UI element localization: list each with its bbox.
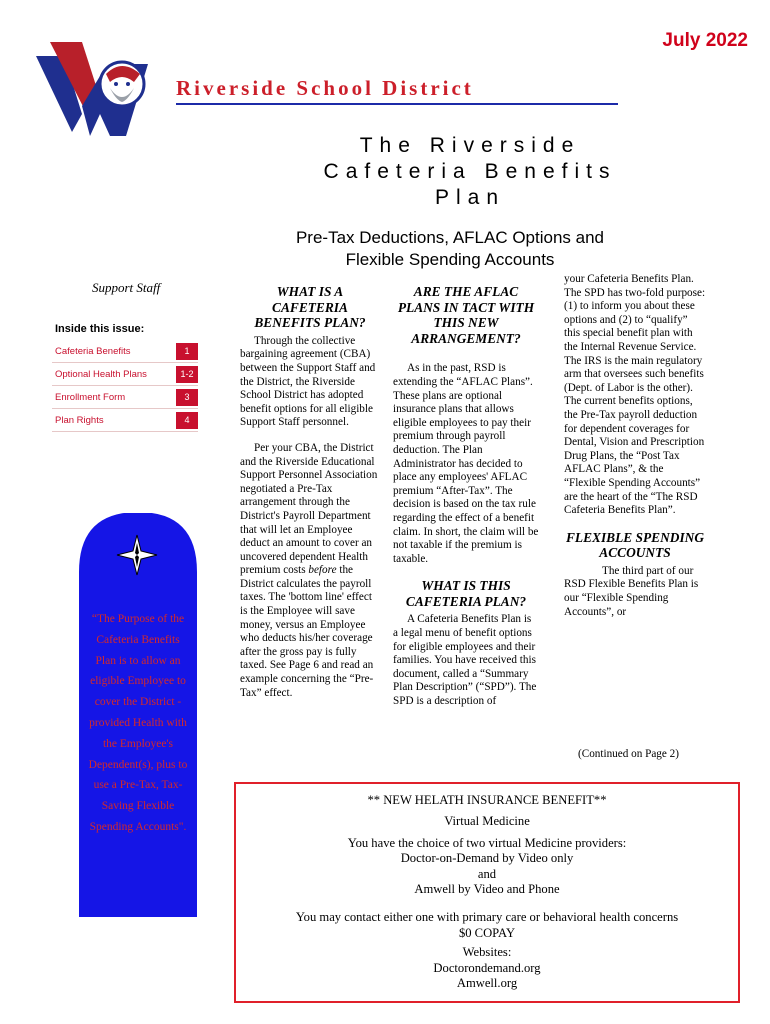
toc-item-label: Cafeteria Benefits — [55, 345, 131, 357]
notice-line: Virtual Medicine — [444, 814, 530, 829]
audience-label: Support Staff — [92, 280, 161, 295]
heading-flexible-spending: FLEXIBLE SPENDING ACCOUNTS — [565, 529, 705, 561]
text-run: Per your CBA, the District and the Riverside Educational Support Personnel Association negotiated a Pre-Tax arrangement through the District's Payroll Department that will let an Employee deduct an amount to cover an uncovered dependent Health premium costs — [240, 441, 378, 577]
notice-line: You have the choice of two virtual Medicine providers: — [347, 835, 627, 850]
emphasis: before — [308, 564, 337, 577]
toc-item[interactable] — [52, 363, 198, 386]
newsletter-subtitle — [250, 227, 650, 271]
toc-item-label: Plan Rights — [55, 414, 104, 426]
toc-item[interactable] — [52, 386, 198, 409]
paragraph: The third part of our RSD Flexible Benefits Plan is our “Flexible Spending Accounts”, or — [564, 564, 699, 618]
article-column-2 — [393, 284, 539, 721]
heading-aflac-plans: ARE THE AFLAC PLANS IN TACT WITH THIS NEW ARRANGEMENT? — [397, 284, 535, 346]
issue-date: July 2022 — [662, 30, 748, 51]
district-logo — [30, 36, 158, 148]
toc-item-label: Optional Health Plans — [55, 368, 147, 380]
toc-item-page: 1 — [176, 343, 198, 360]
website-link[interactable]: Doctorondemand.org — [433, 960, 541, 975]
website-link[interactable]: Amwell.org — [456, 976, 518, 991]
subtitle-line-1: Pre-Tax Deductions, AFLAC Options and — [295, 228, 605, 247]
toc-item-label: Enrollment Form — [55, 391, 126, 403]
subtitle-line-2: Flexible Spending Accounts — [345, 250, 555, 269]
notice-line: and — [477, 866, 497, 881]
paragraph — [240, 442, 380, 700]
district-rule — [176, 103, 618, 105]
purpose-quote-box — [79, 513, 197, 917]
text-run: the District calculates the payroll taxes. The 'bottom line' effect is the Employee will save money, versus an Employee who deducts his/her coverage after the gross pay is fully taxed. See Page 6 and read an example concerning the “Pre-Tax” effect. — [240, 564, 374, 699]
continued-note: (Continued on Page 2) — [578, 748, 679, 760]
toc-item[interactable] — [52, 409, 198, 432]
notice-line: You may contact either one with primary care or behavioral health concerns — [295, 910, 679, 925]
table-of-contents — [52, 340, 198, 432]
toc-item[interactable] — [52, 340, 198, 363]
newsletter-title — [250, 133, 690, 211]
toc-item-page: 1-2 — [176, 366, 198, 383]
paragraph: As in the past, RSD is extending the “AFLAC Plans”. These plans are optional insurance plans that allows eligible employees to pay their premium through payroll deduction. The Plan Administrator has decided to place any employees' AFLAC premium “After-Tax”. The decision is based on the tax rule regarding the effect of a benefit claim. In short, the claim will be not taxable if the premium is taxable. — [393, 362, 539, 565]
purpose-quote: “The Purpose of the Cafeteria Benefits Plan is to allow an eligible Employee to cover the District -provided Health with the Employee's Dependent(s), plus to use a Pre-Tax, Tax-Saving Flexible Spending Accounts". — [88, 613, 188, 833]
title-line-2: Cafeteria Benefits — [323, 160, 617, 183]
toc-item-page: 3 — [176, 389, 198, 406]
district-name: Riverside School District — [176, 76, 474, 100]
article-column-1 — [240, 284, 380, 712]
notice-copay: $0 COPAY — [458, 925, 516, 940]
notice-line: Websites: — [462, 945, 512, 960]
heading-what-is-this-plan: WHAT IS THIS CAFETERIA PLAN? — [405, 578, 527, 609]
heading-what-is-cafeteria-plan: WHAT IS A CAFETERIA BENEFITS PLAN? — [254, 284, 366, 331]
toc-item-page: 4 — [176, 412, 198, 429]
title-line-1: The Riverside — [359, 134, 581, 157]
paragraph: A Cafeteria Benefits Plan is a legal menu of benefit options for eligible employees and their families. You have received this document, called a “Summary Plan Description” (“SPD”). The SPD is a description of — [393, 613, 537, 708]
paragraph: your Cafeteria Benefits Plan. The SPD has two-fold purpose: (1) to inform you about these options and (2) to “qualify” this special benefit plan with the Internal Revenue Service. The IRS is the main regulatory arm that oversees such benefits (Dept. of Labor is the other). The current benefits options, the Pre-Tax payroll deduction for dependent coverages for Dental, Vision and Prescription Drug Plans, the “Post Tax AFLAC Plans”, & the “Flexible Spending Accounts” are the heart of the “The RSD Cafeteria Benefits Plan”. — [564, 273, 706, 517]
notice-heading: ** NEW HELATH INSURANCE BENEFIT** — [367, 793, 607, 807]
article-column-3 — [564, 273, 706, 631]
notice-line: Amwell by Video and Phone — [414, 882, 560, 897]
title-line-3: Plan — [434, 186, 506, 209]
health-benefit-notice — [234, 782, 740, 1003]
notice-line: Doctor-on-Demand by Video only — [400, 851, 574, 866]
compass-star-icon — [115, 533, 159, 577]
toc-heading: Inside this issue: — [55, 323, 145, 335]
paragraph: Through the collective bargaining agreement (CBA) between the Support Staff and the District, the Riverside School District has adopted benefit options for all eligible Support Staff personnel. — [240, 334, 376, 429]
